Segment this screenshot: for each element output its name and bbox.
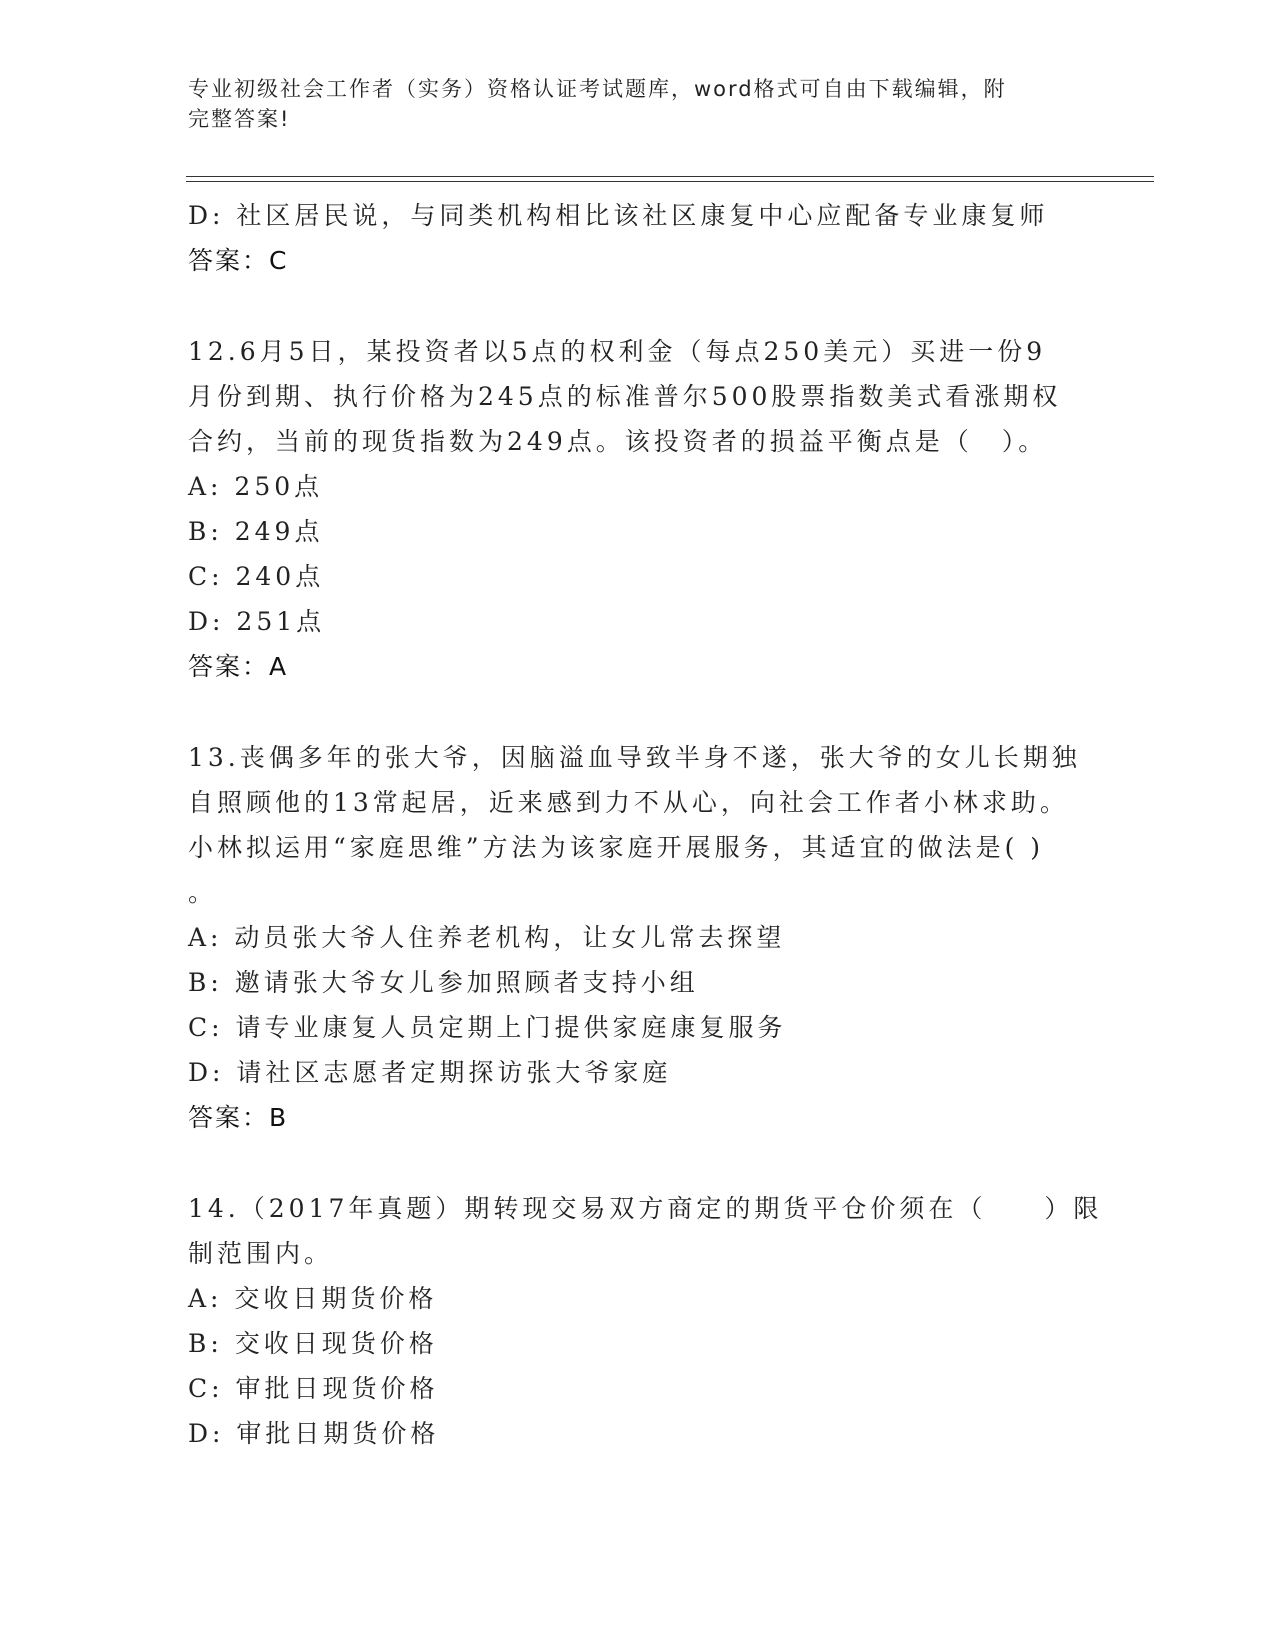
option-b: B: 249点: [188, 517, 324, 546]
question-14: [188, 1186, 1103, 1456]
question-12: [188, 329, 1088, 689]
option-b: B: 交收日现货价格: [188, 1329, 438, 1358]
header-divider: [186, 176, 1154, 182]
question-stem-line: 制范围内。: [188, 1239, 334, 1268]
option-c: C: 请专业康复人员定期上门提供家庭康复服务: [188, 1013, 787, 1042]
answer-label: 答案：C: [188, 246, 289, 275]
option-d: D: 251点: [188, 607, 326, 636]
option-d: D: 社区居民说，与同类机构相比该社区康复中心应配备专业康复师: [188, 201, 1049, 230]
question-stem-line: 13.丧偶多年的张大爷，因脑溢血导致半身不遂，张大爷的女儿长期独: [188, 743, 1081, 772]
option-d: D: 审批日期货价格: [188, 1419, 440, 1448]
page-header: [188, 74, 1068, 134]
question-stem-line: 。: [188, 878, 218, 907]
question-stem-line: 合约，当前的现货指数为249点。该投资者的损益平衡点是（ ）。: [188, 427, 1048, 456]
question-stem-line: 月份到期、执行价格为245点的标准普尔500股票指数美式看涨期权: [188, 382, 1062, 411]
answer-label: 答案：A: [188, 652, 289, 681]
answer-label: 答案：B: [188, 1103, 289, 1132]
question-11: [188, 193, 1088, 283]
question-stem-line: 14.（2017年真题）期转现交易双方商定的期货平仓价须在（ ）限: [188, 1194, 1103, 1223]
option-c: C: 审批日现货价格: [188, 1374, 439, 1403]
question-content: [188, 193, 1103, 1456]
option-d: D: 请社区志愿者定期探访张大爷家庭: [188, 1058, 672, 1087]
option-a: A: 交收日期货价格: [188, 1284, 438, 1313]
option-a: A: 250点: [188, 472, 324, 501]
question-stem-line: 自照顾他的13常起居，近来感到力不从心，向社会工作者小林求助。: [188, 788, 1069, 817]
option-b: B: 邀请张大爷女儿参加照顾者支持小组: [188, 968, 699, 997]
question-13: [188, 735, 1088, 1140]
header-line-1: 专业初级社会工作者（实务）资格认证考试题库，word格式可自由下载编辑，附: [188, 77, 1007, 101]
option-c: C: 240点: [188, 562, 325, 591]
header-line-2: 完整答案!: [188, 107, 291, 131]
option-a: A: 动员张大爷人住养老机构，让女儿常去探望: [188, 923, 786, 952]
question-stem-line: 12.6月5日，某投资者以5点的权利金（每点250美元）买进一份9: [188, 337, 1047, 366]
question-stem-line: 小林拟运用“家庭思维”方法为该家庭开展服务，其适宜的做法是( ): [188, 833, 1045, 862]
